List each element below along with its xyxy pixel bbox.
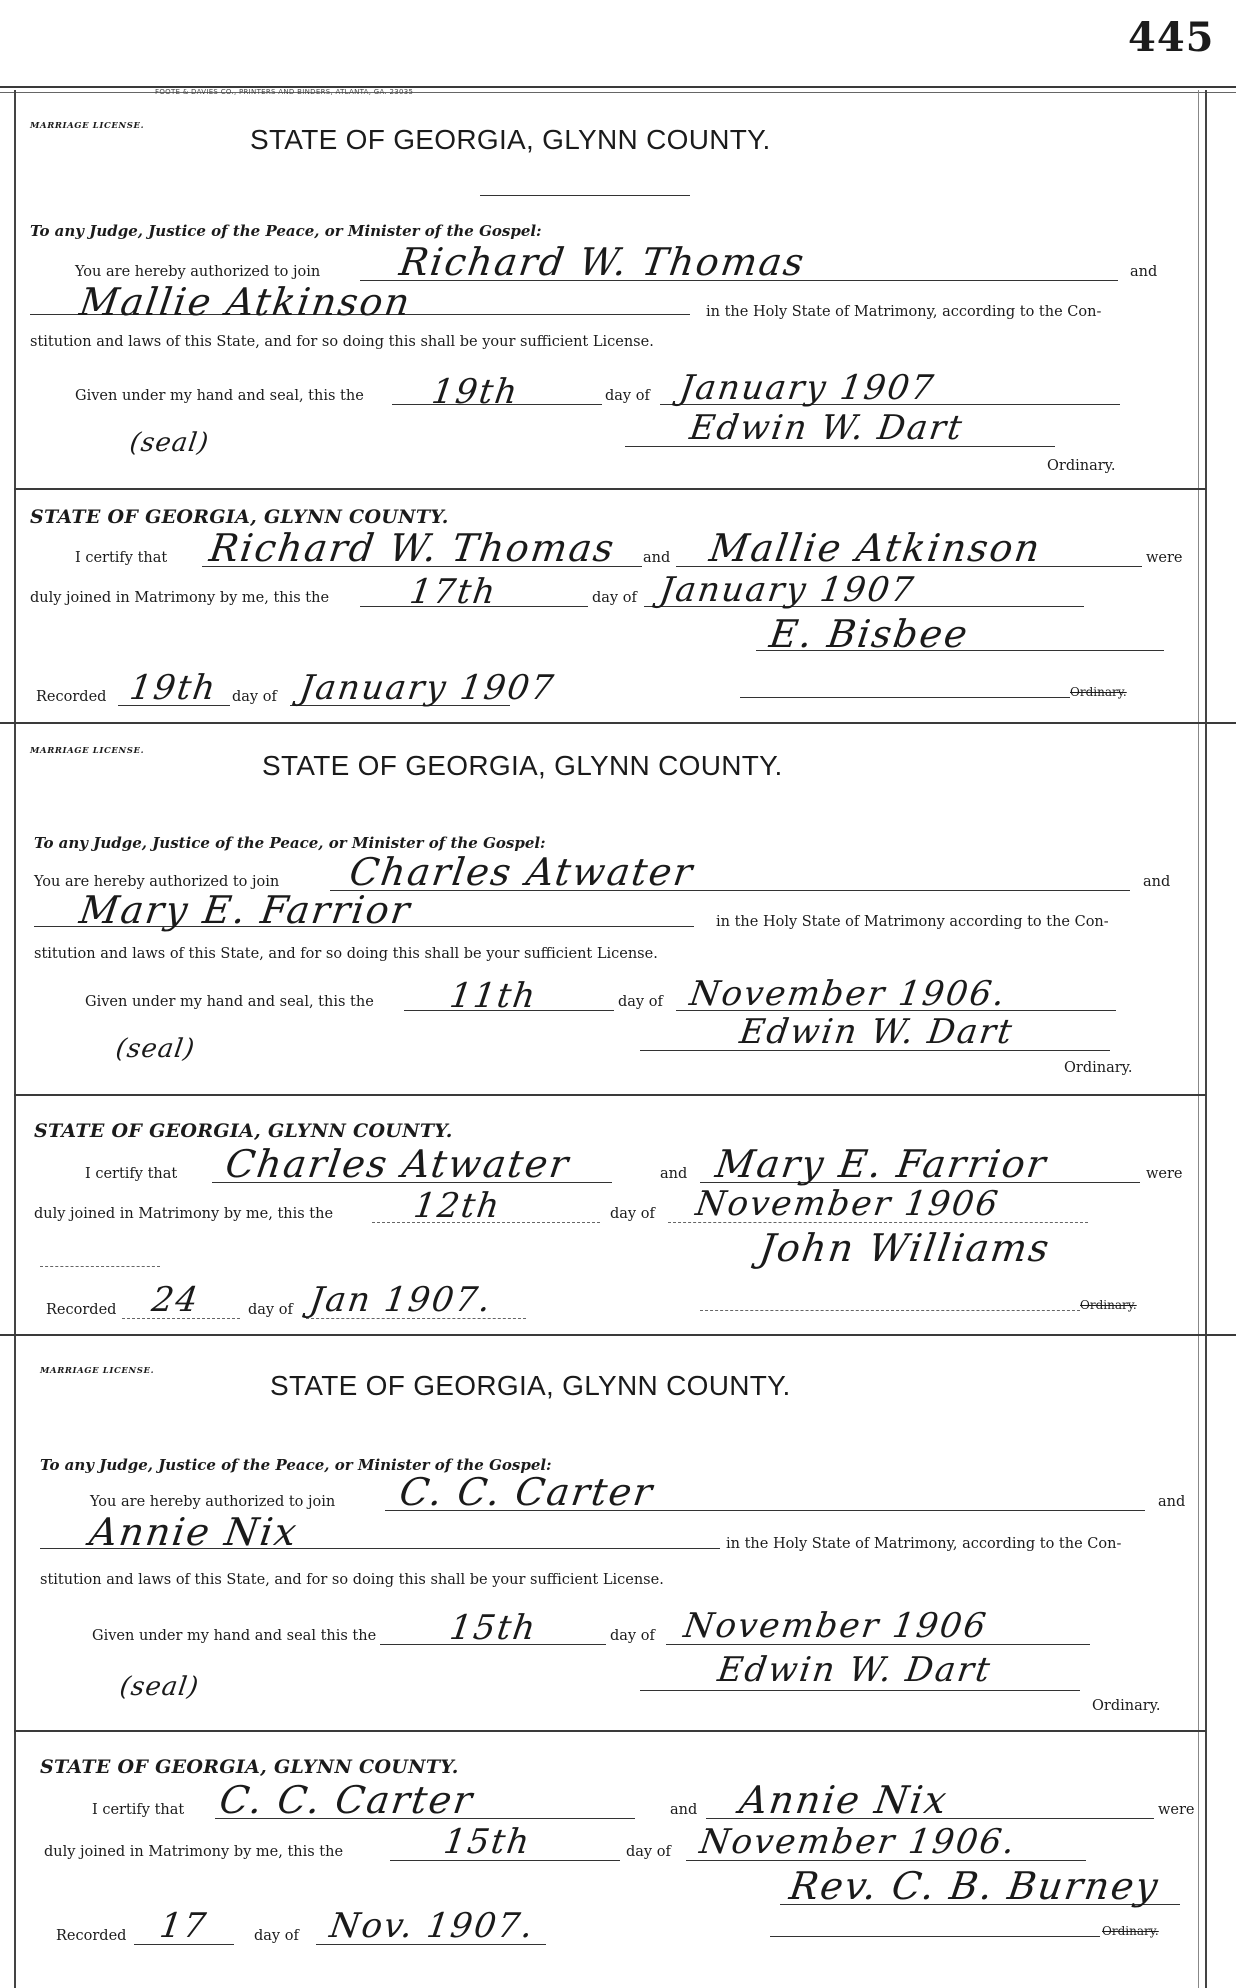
entry-divider-1: [0, 722, 1236, 724]
license-tag: MARRIAGE LICENSE.: [40, 1366, 155, 1376]
recorded-day: 24: [149, 1280, 203, 1320]
certificate-title: STATE OF GEORGIA, GLYNN COUNTY.: [30, 506, 449, 528]
were-word: were: [1158, 1802, 1195, 1818]
ordinary-signature: Edwin W. Dart: [715, 1650, 995, 1690]
groom-name: Charles Atwater: [346, 850, 697, 894]
right-margin-inner: [1198, 90, 1199, 1988]
license-day: 15th: [447, 1608, 540, 1648]
seal-mark: (seal): [117, 1672, 201, 1702]
were-word: were: [1146, 1166, 1183, 1182]
recorded-month-year: Jan 1907.: [307, 1280, 495, 1320]
recorded-day-of: day of: [254, 1928, 299, 1944]
cert-month-year: November 1906: [693, 1184, 1003, 1224]
seal-mark: (seal): [127, 428, 211, 458]
cert-and-word: and: [643, 550, 671, 566]
recorded-ordinary: Ordinary.: [1102, 1924, 1159, 1938]
officiant-signature: Rev. C. B. Burney: [786, 1864, 1163, 1908]
groom-name: C. C. Carter: [396, 1470, 657, 1514]
recorded-ordinary: Ordinary.: [1080, 1298, 1137, 1312]
constitution-text: stitution and laws of this State, and for so doing this shall be your sufficient License.: [40, 1572, 664, 1588]
and-word: and: [1143, 874, 1171, 890]
given-text: Given under my hand and seal, this the: [75, 388, 364, 404]
license-tag: MARRIAGE LICENSE.: [30, 121, 145, 131]
recorded-day: 19th: [127, 668, 220, 708]
recorded-day-of: day of: [248, 1302, 293, 1318]
page-number: 445: [1128, 14, 1215, 61]
cert-day: 12th: [411, 1186, 504, 1226]
recorded-ordinary-line: [740, 697, 1070, 698]
recorded-day: 17: [157, 1906, 211, 1946]
cert-groom-name: Richard W. Thomas: [206, 526, 619, 570]
ordinary-sig-line: [640, 1690, 1080, 1691]
constitution-text: stitution and laws of this State, and for so doing this shall be your sufficient License.: [30, 334, 654, 350]
printer-imprint: FOOTE & DAVIES CO., PRINTERS AND BINDERS, ATLANTA, GA. 23035: [155, 88, 414, 96]
cert-day: 17th: [407, 572, 500, 612]
holy-state-text: in the Holy State of Matrimony, according to the Con-: [706, 304, 1102, 320]
salutation: To any Judge, Justice of the Peace, or Minister of the Gospel:: [40, 1456, 552, 1474]
license-day: 19th: [429, 372, 522, 412]
officiant-signature: John Williams: [756, 1226, 1054, 1270]
recorded-month-year: January 1907: [297, 668, 558, 708]
margin-dash: [40, 1266, 160, 1267]
ordinary-signature: Edwin W. Dart: [737, 1012, 1017, 1052]
recorded-label: Recorded: [46, 1302, 117, 1318]
license-cert-divider: [14, 1094, 1206, 1096]
recorded-day-of: day of: [232, 689, 277, 705]
ordinary-label: Ordinary.: [1047, 458, 1116, 474]
holy-state-text: in the Holy State of Matrimony according to the Con-: [716, 914, 1109, 930]
cert-day-of: day of: [592, 590, 637, 606]
officiant-signature: E. Bisbee: [766, 612, 972, 656]
cert-day-of: day of: [610, 1206, 655, 1222]
cert-and-word: and: [670, 1802, 698, 1818]
license-month-year: November 1906: [681, 1606, 991, 1646]
right-margin-line: [1205, 90, 1207, 1988]
salutation: To any Judge, Justice of the Peace, or Minister of the Gospel:: [30, 222, 542, 240]
given-text: Given under my hand and seal this the: [92, 1628, 377, 1644]
certificate-title: STATE OF GEORGIA, GLYNN COUNTY.: [34, 1120, 453, 1142]
recorded-label: Recorded: [56, 1928, 127, 1944]
cert-bride-name: Mallie Atkinson: [706, 526, 1045, 570]
certificate-title: STATE OF GEORGIA, GLYNN COUNTY.: [40, 1756, 459, 1778]
cert-month-year: November 1906.: [697, 1822, 1019, 1862]
license-title: STATE OF GEORGIA, GLYNN COUNTY.: [250, 124, 771, 155]
cert-bride-name: Annie Nix: [736, 1778, 952, 1822]
ordinary-label: Ordinary.: [1064, 1060, 1133, 1076]
holy-state-text: in the Holy State of Matrimony, according to the Con-: [726, 1536, 1122, 1552]
bride-name: Mary E. Farrior: [76, 888, 415, 932]
recorded-ordinary-line: [700, 1310, 1080, 1311]
cert-month-year: January 1907: [657, 570, 918, 610]
entry-divider-2: [0, 1334, 1236, 1336]
cert-groom-name: Charles Atwater: [222, 1142, 573, 1186]
constitution-text: stitution and laws of this State, and for so doing this shall be your sufficient License.: [34, 946, 658, 962]
license-tag: MARRIAGE LICENSE.: [30, 746, 145, 756]
license-month-year: November 1906.: [687, 974, 1009, 1014]
given-text: Given under my hand and seal, this the: [85, 994, 374, 1010]
cert-day-of: day of: [626, 1844, 671, 1860]
cert-groom-name: C. C. Carter: [216, 1778, 477, 1822]
license-title: STATE OF GEORGIA, GLYNN COUNTY.: [262, 750, 783, 781]
were-word: were: [1146, 550, 1183, 566]
salutation: To any Judge, Justice of the Peace, or Minister of the Gospel:: [34, 834, 546, 852]
recorded-label: Recorded: [36, 689, 107, 705]
certify-text: I certify that: [92, 1802, 185, 1818]
title-underline: [480, 195, 690, 196]
joined-text: duly joined in Matrimony by me, this the: [44, 1844, 344, 1860]
day-of-text: day of: [605, 388, 650, 404]
bride-name: Annie Nix: [86, 1510, 302, 1554]
certify-text: I certify that: [75, 550, 168, 566]
authorized-text: You are hereby authorized to join: [90, 1494, 336, 1510]
and-word: and: [1158, 1494, 1186, 1510]
authorized-text: You are hereby authorized to join: [34, 874, 280, 890]
joined-text: duly joined in Matrimony by me, this the: [30, 590, 330, 606]
license-month-year: January 1907: [677, 368, 938, 408]
left-margin-line: [14, 90, 16, 1988]
groom-name: Richard W. Thomas: [396, 240, 809, 284]
day-of-text: day of: [618, 994, 663, 1010]
recorded-month-year: Nov. 1907.: [327, 1906, 538, 1946]
license-cert-divider: [14, 488, 1206, 490]
recorded-ordinary-line: [770, 1936, 1100, 1937]
joined-text: duly joined in Matrimony by me, this the: [34, 1206, 334, 1222]
cert-and-word: and: [660, 1166, 688, 1182]
day-of-text: day of: [610, 1628, 655, 1644]
license-title: STATE OF GEORGIA, GLYNN COUNTY.: [270, 1370, 791, 1401]
cert-day: 15th: [441, 1822, 534, 1862]
seal-mark: (seal): [113, 1034, 197, 1064]
bride-name: Mallie Atkinson: [76, 280, 415, 324]
license-day: 11th: [447, 976, 540, 1016]
ordinary-label: Ordinary.: [1092, 1698, 1161, 1714]
authorized-text: You are hereby authorized to join: [75, 264, 321, 280]
and-word: and: [1130, 264, 1158, 280]
ordinary-signature: Edwin W. Dart: [687, 408, 967, 448]
cert-bride-name: Mary E. Farrior: [712, 1142, 1051, 1186]
certify-text: I certify that: [85, 1166, 178, 1182]
recorded-ordinary: Ordinary.: [1070, 685, 1127, 699]
license-cert-divider: [14, 1730, 1206, 1732]
